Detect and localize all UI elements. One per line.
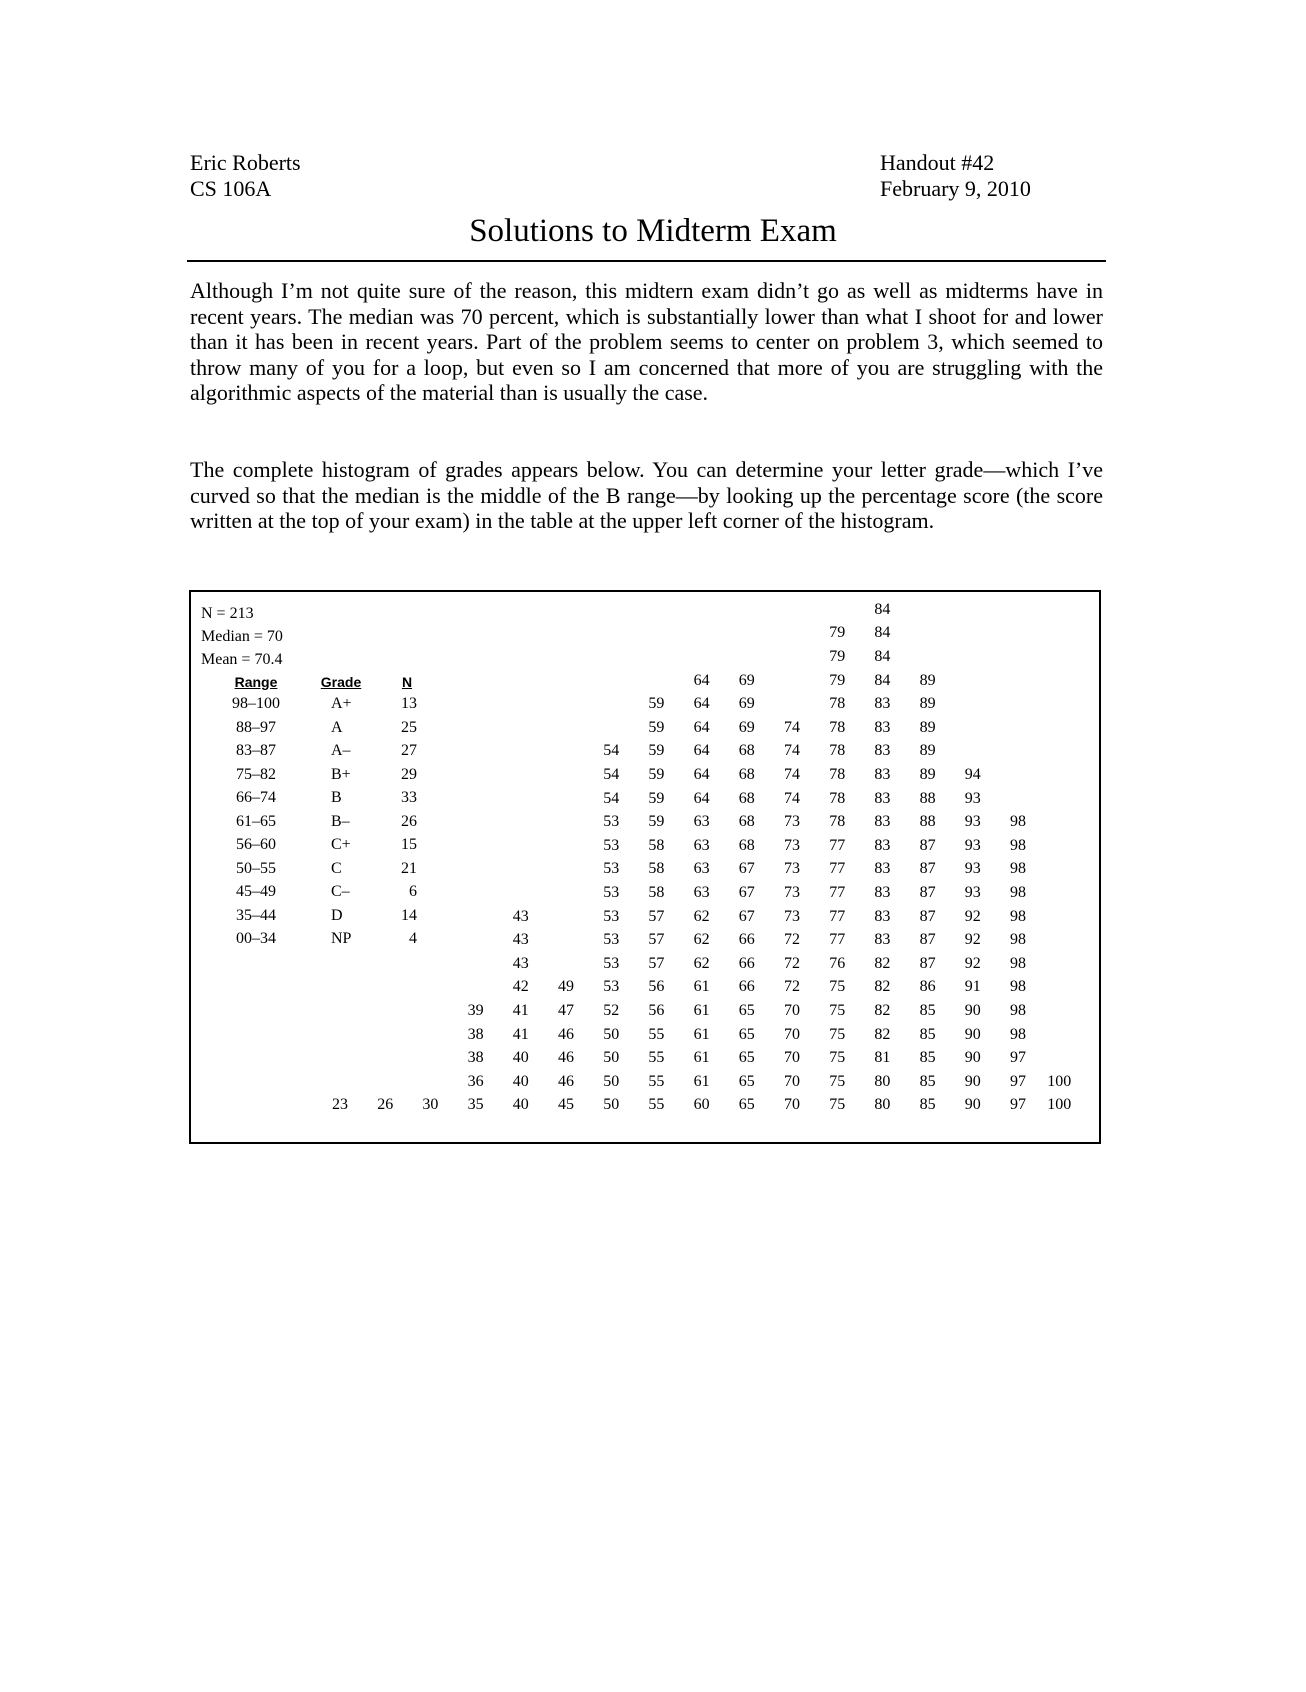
histogram-score: 79 xyxy=(829,624,846,642)
histogram-score: 78 xyxy=(829,695,846,713)
histogram-score: 58 xyxy=(648,860,665,878)
grade-count: 13 xyxy=(401,695,417,712)
histogram-score: 77 xyxy=(829,884,846,901)
grade-range: 75–82 xyxy=(236,765,276,783)
histogram-score: 68 xyxy=(738,836,755,854)
grade-table-header-n: N xyxy=(401,673,413,690)
stat-n: N = 213 xyxy=(201,605,254,622)
histogram-score: 68 xyxy=(738,766,755,783)
histogram-score: 54 xyxy=(603,766,620,783)
histogram-score: 87 xyxy=(919,836,936,854)
histogram-score: 68 xyxy=(738,789,755,807)
histogram-score: 93 xyxy=(964,884,981,901)
histogram-score: 97 xyxy=(1010,1096,1026,1114)
histogram-score: 72 xyxy=(784,931,800,949)
histogram-score: 52 xyxy=(603,1002,620,1019)
histogram-score: 40 xyxy=(512,1049,529,1067)
histogram-score: 87 xyxy=(919,884,936,901)
histogram-score: 78 xyxy=(829,718,846,736)
histogram-score: 68 xyxy=(738,742,755,760)
histogram-score: 62 xyxy=(693,931,710,949)
grade-range: 35–44 xyxy=(236,906,276,924)
histogram-score: 66 xyxy=(738,931,755,949)
histogram-score: 67 xyxy=(738,860,755,878)
histogram-score: 98 xyxy=(1010,860,1026,878)
header-left xyxy=(190,150,301,202)
histogram-score: 46 xyxy=(558,1072,574,1090)
histogram-score: 59 xyxy=(648,742,665,760)
histogram-score: 100 xyxy=(1047,1096,1072,1114)
histogram-score: 65 xyxy=(738,1025,755,1043)
histogram-score: 26 xyxy=(377,1096,394,1114)
histogram-score: 90 xyxy=(964,1049,981,1067)
histogram-score: 53 xyxy=(603,954,620,972)
histogram-score: 82 xyxy=(874,954,891,972)
histogram-score: 64 xyxy=(693,789,710,807)
histogram-score: 64 xyxy=(693,695,710,713)
histogram-score: 64 xyxy=(693,671,710,689)
histogram-score: 65 xyxy=(738,1072,755,1090)
histogram-score: 55 xyxy=(648,1096,665,1114)
histogram-score: 73 xyxy=(784,884,800,901)
grade-count: 33 xyxy=(401,789,417,806)
histogram-score: 83 xyxy=(874,884,891,901)
histogram-score: 70 xyxy=(784,1025,800,1043)
histogram-score: 61 xyxy=(693,978,710,996)
histogram-score: 43 xyxy=(512,907,529,925)
histogram-score: 53 xyxy=(603,813,620,831)
histogram-score: 87 xyxy=(919,907,936,925)
grade-range: 50–55 xyxy=(236,859,276,877)
histogram-score: 53 xyxy=(603,836,620,854)
histogram-score: 78 xyxy=(829,789,846,807)
histogram-score: 62 xyxy=(693,954,710,972)
histogram-score: 23 xyxy=(332,1096,348,1114)
grade-count: 21 xyxy=(401,859,417,877)
histogram-score: 67 xyxy=(738,884,755,901)
histogram-score: 68 xyxy=(738,813,755,831)
histogram-score: 97 xyxy=(1010,1049,1026,1067)
histogram-score: 40 xyxy=(512,1072,529,1090)
histogram-score: 75 xyxy=(829,1025,846,1043)
histogram-score: 75 xyxy=(829,1049,846,1067)
histogram-score: 86 xyxy=(919,978,936,996)
histogram-score: 65 xyxy=(738,1096,755,1114)
histogram-score: 49 xyxy=(558,978,574,996)
histogram-score: 65 xyxy=(738,1002,755,1019)
histogram-score: 72 xyxy=(784,954,800,972)
histogram-score: 35 xyxy=(467,1096,484,1114)
histogram-score: 61 xyxy=(693,1002,710,1019)
handout-number: Handout #42 xyxy=(880,150,995,175)
grade-count: 4 xyxy=(409,930,417,947)
histogram-score: 85 xyxy=(919,1025,936,1043)
histogram-score: 84 xyxy=(874,600,891,618)
histogram-score: 66 xyxy=(738,978,755,996)
histogram-score: 77 xyxy=(829,860,846,878)
histogram-score: 70 xyxy=(784,1096,800,1114)
histogram-score: 70 xyxy=(784,1002,800,1019)
histogram-score: 74 xyxy=(784,789,800,807)
histogram-score: 93 xyxy=(964,813,981,831)
histogram-score: 57 xyxy=(648,931,665,949)
histogram-score: 83 xyxy=(874,931,891,949)
histogram-score: 55 xyxy=(648,1049,665,1067)
histogram-score: 50 xyxy=(603,1072,620,1090)
histogram-score: 90 xyxy=(964,1072,981,1090)
histogram-score: 46 xyxy=(558,1025,574,1043)
grade-count: 6 xyxy=(409,883,417,900)
histogram-score: 64 xyxy=(693,718,710,736)
histogram-score: 92 xyxy=(964,954,981,972)
grade-count: 25 xyxy=(401,718,417,736)
histogram-score: 93 xyxy=(964,836,981,854)
histogram-score: 78 xyxy=(829,742,846,760)
histogram-score: 89 xyxy=(919,718,936,736)
histogram-score: 98 xyxy=(1010,1002,1026,1019)
histogram-score: 89 xyxy=(919,671,936,689)
histogram-score: 63 xyxy=(693,884,710,901)
grade-letter: C+ xyxy=(331,836,351,853)
histogram-score: 63 xyxy=(693,813,710,831)
histogram-score: 73 xyxy=(784,813,800,831)
histogram-score: 89 xyxy=(919,766,936,783)
histogram-score: 85 xyxy=(919,1072,936,1090)
grade-letter: C– xyxy=(331,883,350,900)
histogram-score: 80 xyxy=(874,1072,891,1090)
histogram-score: 87 xyxy=(919,860,936,878)
histogram-score: 74 xyxy=(784,718,800,736)
intro-paragraph: Although I’m not quite sure of the reason, this midtern exam didn’t go as well as midterms have in recent years. The median was 70 percent, which is substantially lower than what I shoot for and lower than it has been in recent years. Part of the problem seems to center on problem 3, which seemed to throw many of you for a loop, but even so I am concerned that more of you are struggling with the algorithmic aspects of the material than is usually the case. xyxy=(190,278,1103,405)
histogram-score: 83 xyxy=(874,789,891,807)
grade-count: 14 xyxy=(401,906,417,924)
histogram-box xyxy=(189,590,1101,1144)
stats xyxy=(201,602,283,671)
histogram-paragraph: The complete histogram of grades appears below. You can determine your letter grade—which I’ve curved so that the median is the middle of the B range—by looking up the percentage score (the score written at the top of your exam) in the table at the upper left corner of the histogram. xyxy=(190,457,1103,533)
histogram-score: 75 xyxy=(829,1072,846,1090)
histogram-score: 38 xyxy=(467,1049,484,1067)
author: Eric Roberts xyxy=(190,150,301,175)
histogram-score: 76 xyxy=(829,954,846,972)
histogram-score: 98 xyxy=(1010,931,1026,949)
grade-range: 61–65 xyxy=(236,812,276,830)
histogram-score: 82 xyxy=(874,978,891,996)
histogram-score: 84 xyxy=(874,648,891,665)
histogram-score: 45 xyxy=(558,1096,574,1114)
histogram-score: 79 xyxy=(829,671,846,689)
histogram-score: 74 xyxy=(784,766,800,783)
course: CS 106A xyxy=(190,176,272,201)
histogram-score: 58 xyxy=(648,836,665,854)
histogram-score: 67 xyxy=(738,907,755,925)
histogram-score: 83 xyxy=(874,766,891,783)
histogram-score: 93 xyxy=(964,860,981,878)
histogram-score: 70 xyxy=(784,1049,800,1067)
histogram-score: 46 xyxy=(558,1049,574,1067)
stat-median: Median = 70 xyxy=(201,628,283,645)
histogram-score: 98 xyxy=(1010,813,1026,831)
histogram-score: 74 xyxy=(784,742,800,760)
histogram-score: 90 xyxy=(964,1025,981,1043)
header-right xyxy=(880,150,1031,202)
histogram-score: 54 xyxy=(603,742,620,760)
histogram-score: 88 xyxy=(919,813,936,831)
histogram-score: 75 xyxy=(829,1002,846,1019)
histogram-score: 82 xyxy=(874,1002,891,1019)
grade-count: 29 xyxy=(401,765,417,783)
histogram-score: 83 xyxy=(874,742,891,760)
histogram-score: 69 xyxy=(738,695,755,713)
histogram-score: 83 xyxy=(874,836,891,854)
histogram-score: 56 xyxy=(648,978,665,996)
histogram-score: 59 xyxy=(648,766,665,783)
grade-letter: NP xyxy=(331,930,352,947)
histogram-score: 83 xyxy=(874,718,891,736)
histogram-score: 85 xyxy=(919,1049,936,1067)
histogram-score: 91 xyxy=(964,978,981,996)
histogram-score: 40 xyxy=(512,1096,529,1114)
histogram-score: 98 xyxy=(1010,978,1026,996)
histogram-score: 59 xyxy=(648,813,665,831)
histogram-score: 98 xyxy=(1010,954,1026,972)
histogram-score: 73 xyxy=(784,860,800,878)
histogram-score: 69 xyxy=(738,718,755,736)
histogram-score: 75 xyxy=(829,1096,846,1114)
histogram-score: 56 xyxy=(648,1002,665,1019)
histogram-score: 87 xyxy=(919,954,936,972)
histogram-score: 83 xyxy=(874,907,891,925)
histogram-score: 90 xyxy=(964,1002,981,1019)
histogram-score: 98 xyxy=(1010,907,1026,925)
histogram-score: 77 xyxy=(829,931,846,949)
histogram-score: 73 xyxy=(784,907,800,925)
histogram-score: 98 xyxy=(1010,836,1026,854)
histogram-score: 64 xyxy=(693,742,710,760)
histogram-score: 47 xyxy=(558,1002,574,1019)
histogram-score: 43 xyxy=(512,954,529,972)
grade-range: 45–49 xyxy=(236,883,276,900)
histogram-score: 53 xyxy=(603,978,620,996)
histogram-score: 89 xyxy=(919,742,936,760)
histogram-score: 41 xyxy=(512,1025,529,1043)
histogram-score: 61 xyxy=(693,1025,710,1043)
histogram-score: 53 xyxy=(603,884,620,901)
histogram-score: 98 xyxy=(1010,884,1026,901)
histogram-score: 59 xyxy=(648,695,665,713)
histogram-score: 59 xyxy=(648,718,665,736)
histogram-score: 77 xyxy=(829,907,846,925)
stat-mean: Mean = 70.4 xyxy=(201,651,283,668)
grade-table-header-grade: Grade xyxy=(320,673,362,690)
histogram-score: 84 xyxy=(874,671,891,689)
histogram-score: 36 xyxy=(467,1072,484,1090)
histogram-score: 55 xyxy=(648,1072,665,1090)
grade-count: 27 xyxy=(401,742,417,759)
handout-date: February 9, 2010 xyxy=(880,176,1031,201)
grade-range: 98–100 xyxy=(232,695,280,712)
histogram-score: 90 xyxy=(964,1096,981,1114)
histogram-score: 85 xyxy=(919,1002,936,1019)
histogram-score: 87 xyxy=(919,931,936,949)
histogram-score: 57 xyxy=(648,954,665,972)
histogram-score: 66 xyxy=(738,954,755,972)
grade-letter: A– xyxy=(331,742,351,759)
grade-letter: C xyxy=(331,859,342,877)
histogram-score: 60 xyxy=(693,1096,710,1114)
histogram-score: 89 xyxy=(919,695,936,713)
histogram-score: 73 xyxy=(784,836,800,854)
histogram-score: 39 xyxy=(467,1002,484,1019)
grade-table-header-range: Range xyxy=(234,673,278,690)
histogram-score: 41 xyxy=(512,1002,529,1019)
histogram-score: 84 xyxy=(874,624,891,642)
histogram-score: 53 xyxy=(603,860,620,878)
histogram-score: 63 xyxy=(693,836,710,854)
histogram-score: 82 xyxy=(874,1025,891,1043)
histogram-score: 63 xyxy=(693,860,710,878)
histogram-score: 50 xyxy=(603,1025,620,1043)
histogram-score: 38 xyxy=(467,1025,484,1043)
histogram-score: 65 xyxy=(738,1049,755,1067)
histogram-score: 97 xyxy=(1010,1072,1026,1090)
histogram-score: 94 xyxy=(964,766,981,783)
grade-letter: A+ xyxy=(331,695,352,712)
histogram-score: 80 xyxy=(874,1096,891,1114)
grade-range: 83–87 xyxy=(236,742,276,759)
page-title: Solutions to Midterm Exam xyxy=(469,213,837,249)
histogram-score: 43 xyxy=(512,931,529,949)
histogram-score: 55 xyxy=(648,1025,665,1043)
histogram-score: 81 xyxy=(874,1049,891,1067)
grade-range: 66–74 xyxy=(236,789,276,806)
histogram-score: 58 xyxy=(648,884,665,901)
histogram-score: 100 xyxy=(1047,1072,1072,1090)
grade-range: 88–97 xyxy=(236,718,276,736)
grade-letter: D xyxy=(331,906,343,924)
grade-letter: B xyxy=(331,789,342,806)
title-rule xyxy=(187,260,1106,262)
grade-count: 15 xyxy=(401,836,417,853)
histogram-score: 98 xyxy=(1010,1025,1026,1043)
histogram-score: 53 xyxy=(603,907,620,925)
histogram-score: 92 xyxy=(964,931,981,949)
histogram-score: 85 xyxy=(919,1096,936,1114)
grade-count: 26 xyxy=(401,812,417,830)
histogram-score: 50 xyxy=(603,1096,620,1114)
histogram-score: 61 xyxy=(693,1049,710,1067)
histogram-score: 62 xyxy=(693,907,710,925)
histogram-score: 83 xyxy=(874,695,891,713)
histogram-score: 77 xyxy=(829,836,846,854)
histogram-score: 59 xyxy=(648,789,665,807)
grade-letter: B+ xyxy=(331,765,351,783)
histogram-score: 54 xyxy=(603,789,620,807)
histogram-score: 75 xyxy=(829,978,846,996)
histogram-score: 83 xyxy=(874,860,891,878)
histogram-score: 64 xyxy=(693,766,710,783)
histogram-score: 78 xyxy=(829,766,846,783)
histogram-score: 50 xyxy=(603,1049,620,1067)
histogram-score: 61 xyxy=(693,1072,710,1090)
histogram-score: 53 xyxy=(603,931,620,949)
grade-range: 56–60 xyxy=(236,836,276,853)
histogram-score: 88 xyxy=(919,789,936,807)
histogram-score: 72 xyxy=(784,978,800,996)
histogram-score: 42 xyxy=(512,978,529,996)
histogram-score: 57 xyxy=(648,907,665,925)
histogram-score: 30 xyxy=(422,1096,439,1114)
histogram-score: 79 xyxy=(829,648,846,665)
grade-letter: B– xyxy=(331,812,350,830)
histogram-score: 92 xyxy=(964,907,981,925)
grade-range: 00–34 xyxy=(236,930,276,947)
histogram-score: 93 xyxy=(964,789,981,807)
histogram-score: 78 xyxy=(829,813,846,831)
histogram-score: 70 xyxy=(784,1072,800,1090)
grade-letter: A xyxy=(331,718,343,736)
histogram-score: 69 xyxy=(738,671,755,689)
histogram-score: 83 xyxy=(874,813,891,831)
